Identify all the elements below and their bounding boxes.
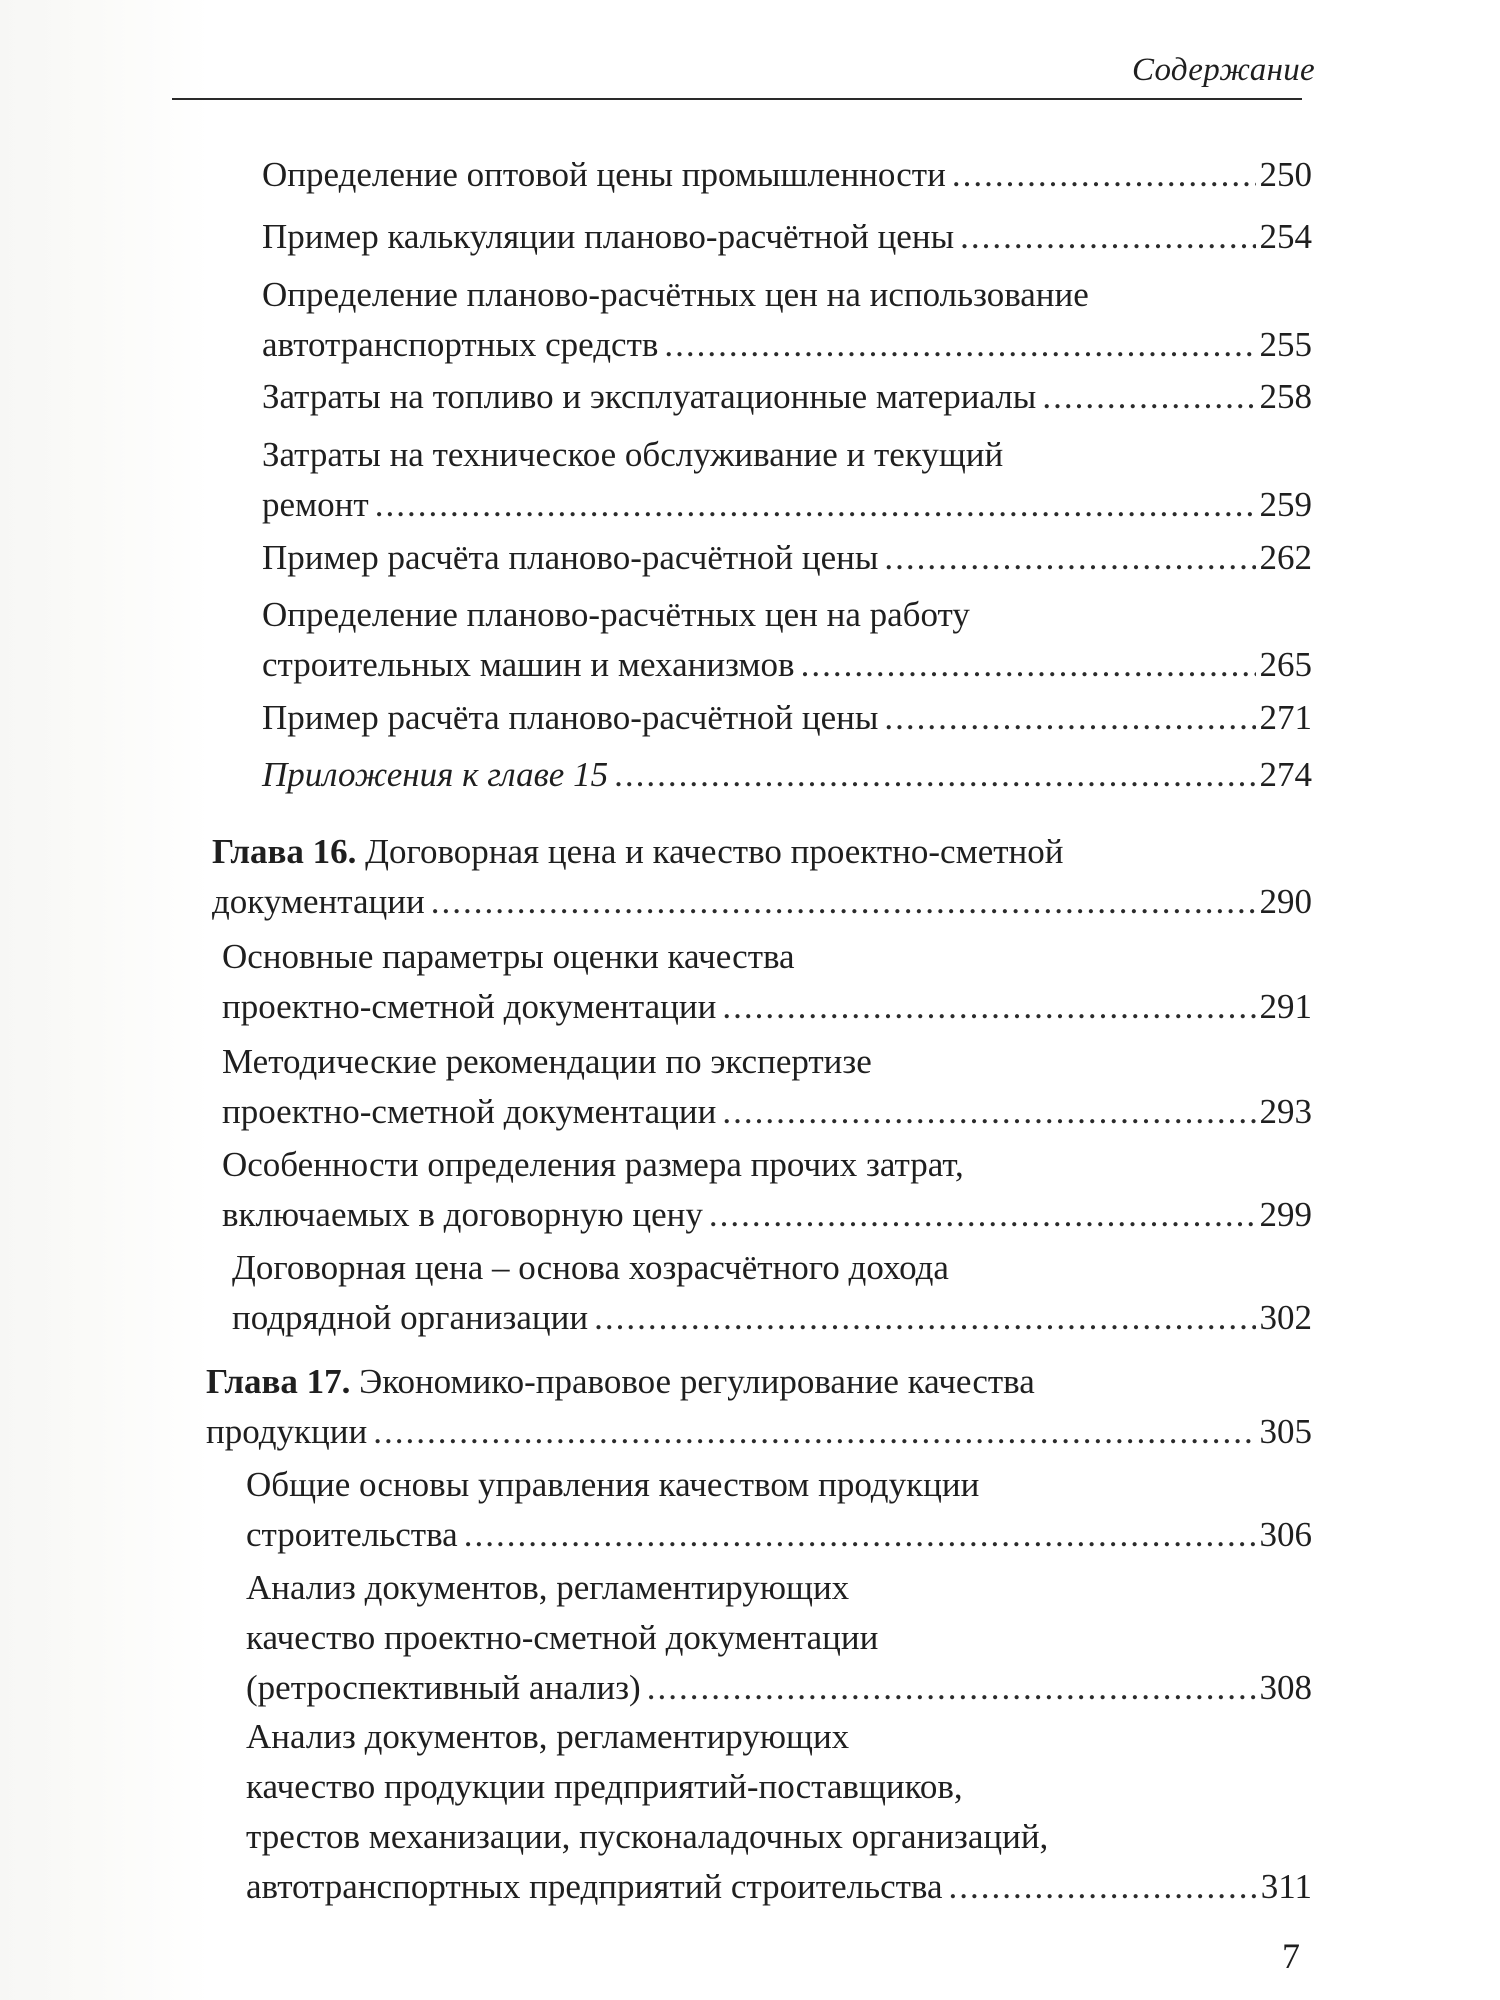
toc-entry-title: Определение оптовой цены промышленности: [262, 155, 946, 194]
toc-entry-title: Пример расчёта планово-расчётной цены: [262, 698, 879, 737]
leader-dots: [884, 693, 1255, 743]
toc-page-number: 255: [1259, 325, 1312, 364]
toc-chapter-16[interactable]: [212, 827, 1312, 927]
toc-entry-title: Определение планово-расчётных цен на использование: [262, 275, 1089, 314]
toc-entry-title: Особенности определения размера прочих затрат,: [222, 1145, 964, 1184]
toc-entry-title-cont: строительных машин и механизмов: [262, 645, 795, 684]
toc-entry-title: Методические рекомендации по экспертизе: [222, 1042, 872, 1081]
toc-entry[interactable]: [222, 1140, 1312, 1240]
toc-page-number: 302: [1259, 1298, 1312, 1337]
leader-dots: [431, 877, 1256, 927]
toc-page-number: 308: [1259, 1668, 1312, 1707]
toc-page-number: 250: [1259, 155, 1312, 194]
toc-entry-title-cont: документации: [212, 882, 425, 921]
toc-entry[interactable]: [246, 1460, 1312, 1560]
toc-entry-title-cont: включаемых в договорную цену: [222, 1195, 703, 1234]
toc-page-number: 254: [1259, 217, 1312, 256]
toc-entry-title: Общие основы управления качеством продукции: [246, 1465, 980, 1504]
leader-dots: [801, 640, 1256, 690]
toc-entry-title-cont: (ретроспективный анализ): [246, 1668, 641, 1707]
toc-entry-title: Пример расчёта планово-расчётной цены: [262, 538, 879, 577]
leader-dots: [949, 1862, 1257, 1912]
toc-entry-title-cont: ремонт: [262, 485, 369, 524]
toc-entry[interactable]: [262, 270, 1312, 370]
toc-entry-title-cont: качество проектно-сметной документации: [246, 1618, 879, 1657]
toc-page-number: 271: [1259, 698, 1312, 737]
toc-chapter-17[interactable]: [206, 1357, 1312, 1457]
toc-entry-title: Затраты на техническое обслуживание и текущий: [262, 435, 1004, 474]
toc-page-number: 293: [1259, 1092, 1312, 1131]
toc-page-number: 262: [1259, 538, 1312, 577]
toc-entry-title: Затраты на топливо и эксплуатационные материалы: [262, 377, 1037, 416]
toc-page-number: 265: [1259, 645, 1312, 684]
leader-dots: [952, 150, 1256, 200]
toc-entry[interactable]: [262, 693, 1312, 743]
leader-dots: [722, 1087, 1255, 1137]
toc-entry-title: Пример калькуляции планово-расчётной цены: [262, 217, 955, 256]
toc-page-number: 306: [1259, 1515, 1312, 1554]
toc-entry-title: Приложения к главе 15: [262, 755, 609, 794]
toc-entry[interactable]: [262, 212, 1312, 262]
toc-entry-appendix[interactable]: [262, 750, 1312, 800]
toc-page-number: 299: [1259, 1195, 1312, 1234]
toc-entry-title-cont: автотранспортных средств: [262, 325, 659, 364]
toc-entry-title: Определение планово-расчётных цен на работу: [262, 595, 970, 634]
toc-page-number: 311: [1260, 1867, 1312, 1906]
toc-entry-title-cont: строительства: [246, 1515, 458, 1554]
toc-entry-title-cont: продукции: [206, 1412, 368, 1451]
toc-entry-title-cont: автотранспортных предприятий строительства: [246, 1867, 943, 1906]
toc-entry[interactable]: [246, 1563, 1312, 1713]
leader-dots: [960, 212, 1255, 262]
toc-entry-title-cont: проектно-сметной документации: [222, 987, 717, 1026]
leader-dots: [664, 320, 1255, 370]
toc-entry-title-cont: качество продукции предприятий-поставщиков,: [246, 1767, 963, 1806]
leader-dots: [884, 533, 1255, 583]
leader-dots: [722, 982, 1255, 1032]
folio-page-number: 7: [1282, 1936, 1300, 1976]
chapter-label: Глава 17.: [206, 1362, 351, 1401]
toc-entry-title-cont: трестов механизации, пусконаладочных организаций,: [246, 1817, 1049, 1856]
leader-dots: [709, 1190, 1256, 1240]
chapter-label: Глава 16.: [212, 832, 357, 871]
toc-page-number: 258: [1259, 377, 1312, 416]
toc-entry[interactable]: [262, 150, 1312, 200]
leader-dots: [464, 1510, 1256, 1560]
leader-dots: [614, 750, 1255, 800]
toc-page-number: 259: [1259, 485, 1312, 524]
toc-entry[interactable]: [262, 430, 1312, 530]
toc-page-number: 291: [1259, 987, 1312, 1026]
toc-entry-title: Анализ документов, регламентирующих: [246, 1717, 850, 1756]
toc-entry-title: Основные параметры оценки качества: [222, 937, 795, 976]
toc-page-number: 274: [1259, 755, 1312, 794]
leader-dots: [1042, 372, 1255, 422]
toc-page-number: 290: [1259, 882, 1312, 921]
toc-entry[interactable]: [262, 533, 1312, 583]
toc-entry-title: Анализ документов, регламентирующих: [246, 1568, 850, 1607]
toc-entry[interactable]: [222, 1037, 1312, 1137]
toc-entry[interactable]: [262, 590, 1312, 690]
toc-page-number: 305: [1259, 1412, 1312, 1451]
toc-entry-title: Договорная цена – основа хозрасчётного дохода: [232, 1248, 949, 1287]
running-head: Содержание: [1131, 52, 1315, 88]
toc-entry-title-cont: подрядной организации: [232, 1298, 589, 1337]
toc-entry-title: Договорная цена и качество проектно-сметной: [365, 832, 1064, 871]
toc-entry[interactable]: [246, 1712, 1312, 1912]
leader-dots: [375, 480, 1256, 530]
toc-entry[interactable]: [232, 1243, 1312, 1343]
leader-dots: [594, 1293, 1255, 1343]
leader-dots: [373, 1407, 1255, 1457]
toc-entry[interactable]: [222, 932, 1312, 1032]
toc-entry-title-cont: проектно-сметной документации: [222, 1092, 717, 1131]
toc-entry[interactable]: [262, 372, 1312, 422]
toc-entry-title: Экономико-правовое регулирование качества: [359, 1362, 1035, 1401]
leader-dots: [647, 1663, 1256, 1713]
